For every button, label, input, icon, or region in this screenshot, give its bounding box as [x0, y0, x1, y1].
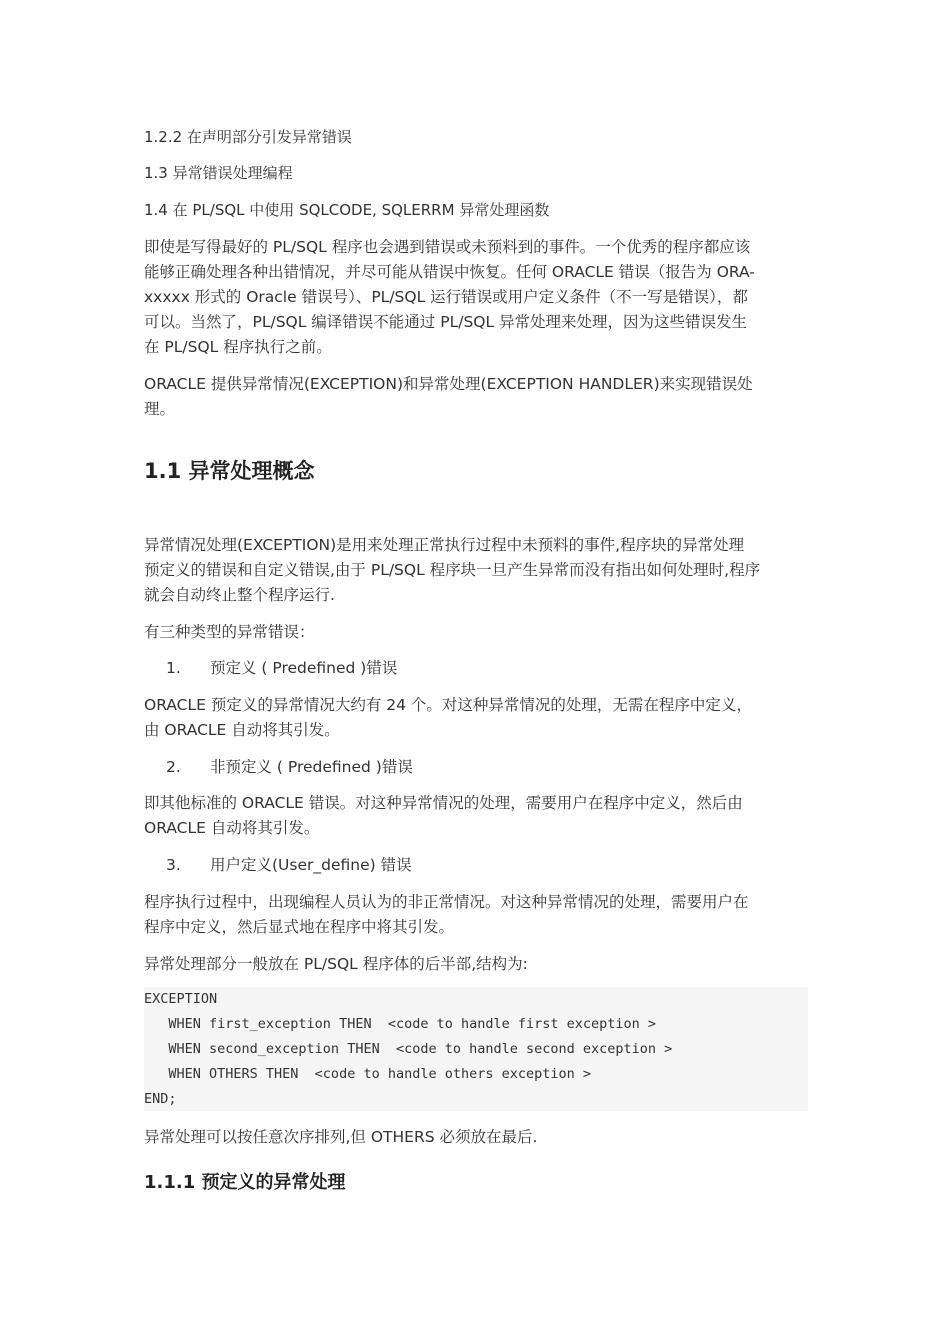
code-line: WHEN first_exception THEN <code to handle first exception >: [144, 1016, 657, 1032]
intro-line: 能够正确处理各种出错情况，并尽可能从错误中恢复。任何 ORACLE 错误（报告为 ORA-: [144, 263, 755, 281]
description-line: 即其他标准的 ORACLE 错误。对这种异常情况的处理，需要用户在程序中定义，然后由: [144, 794, 743, 812]
concept-paragraph: [144, 533, 808, 608]
code-line: EXCEPTION: [144, 991, 218, 1007]
concept-line: 就会自动终止整个程序运行.: [144, 586, 335, 604]
list-label: 非预定义 ( Predefined )错误: [210, 758, 413, 776]
code-line: WHEN OTHERS THEN <code to handle others exception >: [144, 1066, 592, 1082]
intro-line: 在 PL/SQL 程序执行之前。: [144, 338, 332, 356]
oracle-paragraph: [144, 372, 808, 422]
intro-line: 可以。当然了，PL/SQL 编译错误不能通过 PL/SQL 异常处理来处理，因为这些错误发生: [144, 313, 748, 331]
description-line: 由 ORACLE 自动将其引发。: [144, 721, 340, 739]
code-block: [144, 987, 808, 1111]
concept-line: 预定义的错误和自定义错误,由于 PL/SQL 程序块一旦产生异常而没有指出如何处理时,程序: [144, 561, 761, 579]
description-line: 程序中定义，然后显式地在程序中将其引发。: [144, 918, 455, 936]
description-line: 程序执行过程中，出现编程人员认为的非正常情况。对这种异常情况的处理，需要用户在: [144, 893, 749, 911]
description-line: ORACLE 预定义的异常情况大约有 24 个。对这种异常情况的处理，无需在程序中定义，: [144, 696, 752, 714]
intro-paragraph: [144, 235, 808, 360]
structure-intro: 异常处理部分一般放在 PL/SQL 程序体的后半部,结构为:: [144, 955, 528, 973]
list-number: 2.: [166, 758, 181, 776]
oracle-line: 理。: [144, 400, 176, 418]
description-line: ORACLE 自动将其引发。: [144, 819, 320, 837]
predefined-description: [144, 693, 808, 743]
others-note: 异常处理可以按任意次序排列,但 OTHERS 必须放在最后.: [144, 1128, 538, 1146]
oracle-line: ORACLE 提供异常情况(EXCEPTION)和异常处理(EXCEPTION HANDLER)来实现错误处: [144, 375, 753, 393]
list-number: 1.: [166, 659, 181, 677]
list-number: 3.: [166, 856, 181, 874]
toc-entry-1-2-2[interactable]: 1.2.2 在声明部分引发异常错误: [144, 128, 352, 146]
intro-line: xxxxx 形式的 Oracle 错误号）、PL/SQL 运行错误或用户定义条件（不一写是错误），都: [144, 288, 748, 306]
section-1-1-heading: 1.1 异常处理概念: [144, 459, 315, 483]
list-label: 预定义 ( Predefined )错误: [210, 659, 398, 677]
code-line: WHEN second_exception THEN <code to handle second exception >: [144, 1041, 673, 1057]
toc-entry-1-3[interactable]: 1.3 异常错误处理编程: [144, 164, 293, 182]
intro-line: 即使是写得最好的 PL/SQL 程序也会遇到错误或未预料到的事件。一个优秀的程序都应该: [144, 238, 751, 256]
code-line: END;: [144, 1091, 177, 1107]
types-intro: 有三种类型的异常错误：: [144, 623, 315, 641]
toc-entry-1-4[interactable]: 1.4 在 PL/SQL 中使用 SQLCODE, SQLERRM 异常处理函数: [144, 201, 550, 219]
non-predefined-description: [144, 791, 808, 841]
section-1-1-1-heading: 1.1.1 预定义的异常处理: [144, 1172, 346, 1193]
user-defined-description: [144, 890, 808, 940]
list-label: 用户定义(User_define) 错误: [210, 856, 412, 874]
concept-line: 异常情况处理(EXCEPTION)是用来处理正常执行过程中未预料的事件,程序块的异常处理: [144, 536, 745, 554]
